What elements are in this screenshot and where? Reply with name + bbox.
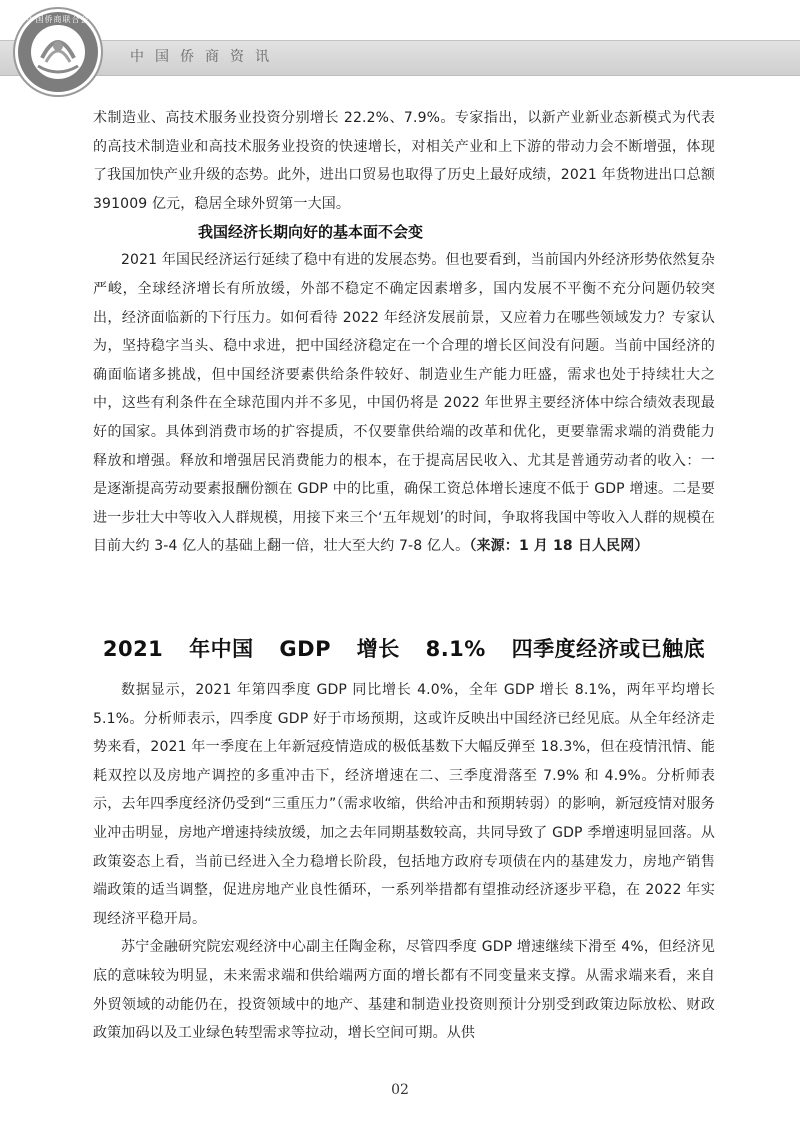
article-1-paragraph-2-text: 2021 年国民经济运行延续了稳中有进的发展态势。但也要看到，当前国内外经济形势依然复杂严峻，全球经济增长有所放缓，外部不稳定不确定因素增多，国内发展不平衡不充分问题仍较突出，经济面临新的下行压力。如何看待 2022 年经济发展前景，又应着力在哪些领域发力？专家认为，坚持稳字当头、稳中求进，把中国经济稳定在一个合理的增长区间没有问题。当前中国经济的确面临诸多挑战，但中国经济要素供给条件较好、制造业生产能力旺盛，需求也处于持续壮大之中，这些有利条件在全球范围内并不多见，中国仍将是 2022 年世界主要经济体中综合绩效表现最好的国家。具体到消费市场的扩容提质，不仅要靠供给端的改革和优化，更要靠需求端的消费能力释放和增强。释放和增强居民消费能力的根本，在于提高居民收入、尤其是普通劳动者的收入：一是逐渐提高劳动要素报酬份额在 GDP 中的比重，确保工资总体增长速度不低于 GDP 增速。二是要进一步壮大中等收入人群规模，用接下来三个‘五年规划’的时间，争取将我国中等收入人群的规模在目前大约 3-4 亿人的基础上翻一倍，壮大至大约 7-8 亿人。 (93, 252, 715, 555)
article-2-title: 2021 年中国 GDP 增长 8.1% 四季度经济或已触底 (102, 637, 706, 661)
article-2-paragraph-2: 苏宁金融研究院宏观经济中心副主任陶金称，尽管四季度 GDP 增速继续下滑至 4%，但经济见底的意味较为明显，未来需求端和供给端两方面的增长都有不同变量来支撑。从需求端来看，来自外贸领域的动能仍在，投资领域中的地产、基建和制造业投资则预计分别受到政策边际放松、财政政策加码以及工业绿色转型需求等拉动，增长空间可期。从供 (93, 939, 715, 1042)
article-1 (93, 104, 715, 561)
article-1-source: （来源：1 月 18 日人民网） (469, 538, 649, 555)
article-1-paragraph-2 (93, 246, 715, 561)
article-1-paragraph-continued: 术制造业、高技术服务业投资分别增长 22.2%、7.9%。专家指出，以新产业新业态新模式为代表的高技术制造业和高技术服务业投资的快速增长，对相关产业和上下游的带动力会不断增强，体现了我国加快产业升级的态势。此外，进出口贸易也取得了历史上最好成绩，2021 年货物进出口总额 391009 亿元，稳居全球外贸第一大国。 (93, 110, 715, 212)
article-1-subheading: 我国经济长期向好的基本面不会变 (198, 223, 424, 242)
article-2-paragraph-1: 数据显示，2021 年第四季度 GDP 同比增长 4.0%，全年 GDP 增长 8.1%，两年平均增长 5.1%。分析师表示，四季度 GDP 好于市场预期，这或许反映出中国经济已经见底。从全年经济走势来看，2021 年一季度在上年新冠疫情造成的极低基数下大幅反弹至 18.3%，但在疫情汛情、能耗双控以及房地产调控的多重冲击下，经济增速在二、三季度滑落至 7.9% 和 4.9%。分析师表示，去年四季度经济仍受到“三重压力”（需求收缩，供给冲击和预期转弱）的影响，新冠疫情对服务业冲击明显，房地产增速持续放缓，加之去年同期基数较高，共同导致了 GDP 季增速明显回落。从政策姿态上看，当前已经进入全力稳增长阶段，包括地方政府专项债在内的基建发力，房地产销售端政策的适当调整，促进房地产业良性循环，一系列举措都有望推动经济逐步平稳，在 2022 年实现经济平稳开局。 (93, 682, 715, 927)
logo-text: 中国侨商联合会 (26, 15, 90, 24)
page-number: 02 (391, 1082, 409, 1098)
publication-title: 中国侨商资讯 (130, 49, 280, 65)
header-band (0, 40, 800, 76)
article-2 (93, 676, 715, 1048)
